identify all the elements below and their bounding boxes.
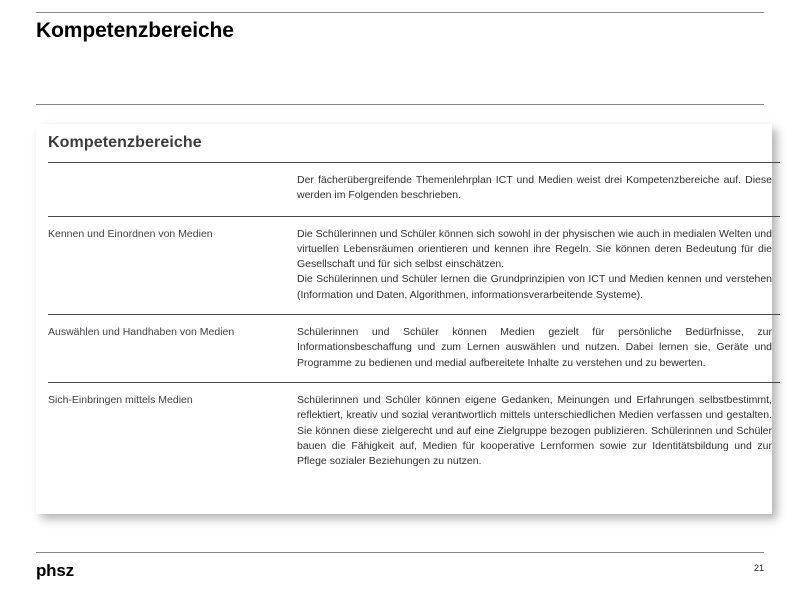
row-label: Auswählen und Handhaben von Medien [48, 315, 297, 383]
table-row [48, 315, 780, 383]
row-label: Kennen und Einordnen von Medien [48, 216, 297, 314]
card-header [36, 124, 772, 162]
row-paragraph: Schülerinnen und Schüler können Medien gezielt für persönliche Bedürfnisse, zur Informationsbeschaffung und zum Lernen auswählen und nutzen. Dabei lernen sie, Geräte und Programme zu bedienen und medial aufbereitete Inhalte zu verstehen und zu bewerten. [297, 326, 772, 369]
footer-divider [36, 552, 764, 553]
header-top-divider [36, 12, 764, 13]
row-content [297, 163, 780, 217]
table-row [48, 163, 780, 217]
row-paragraph: Schülerinnen und Schüler können eigene Gedanken, Meinungen und Erfahrungen selbstbestimmt, reflektiert, kreativ und sozial verantwortlich mittels unterschiedlichen Medien verfassen und gestalten. Sie können diese zielgerecht und auf eine Zielgruppe bezogen publizieren. Schülerinnen und Schüler bauen die Fähigkeit auf, Medien für kooperative Lernformen sowie zur Identitätsbildung und zur Pflege sozialer Beziehungen zu nutzen. [297, 393, 772, 468]
row-paragraph: Die Schülerinnen und Schüler lernen die Grundprinzipien von ICT und Medien kennen und verstehen (Information und Daten, Algorithmen, informationsverarbeitende Systeme). [297, 273, 772, 301]
page-title: Kompetenzbereiche [36, 19, 234, 42]
row-paragraph: Der fächerübergreifende Themenlehrplan ICT und Medien weist drei Kompetenzbereiche auf. Diese werden im Folgenden beschrieben. [297, 174, 772, 202]
footer-brand-logo: phsz [36, 561, 74, 580]
row-content [297, 315, 780, 383]
row-label [48, 163, 297, 217]
table-body [48, 163, 780, 481]
card-header-title: Kompetenzbereiche [48, 134, 202, 151]
row-content [297, 216, 780, 314]
row-content [297, 382, 780, 480]
header-bottom-divider [36, 104, 764, 105]
row-paragraph: Die Schülerinnen und Schüler können sich sowohl in der physischen wie auch in medialen Welten und virtuellen Lebensräumen orientieren und kennen ihre Regeln. Sie können deren Bedeutung für die Gesellschaft und für sich selbst einschätzen. [297, 227, 772, 271]
kompetenzbereiche-table [48, 162, 780, 480]
slide-page-number: 21 [753, 563, 764, 573]
table-row [48, 216, 780, 314]
row-label: Sich-Einbringen mittels Medien [48, 382, 297, 480]
kompetenzbereiche-card [36, 124, 772, 514]
table-row [48, 382, 780, 480]
